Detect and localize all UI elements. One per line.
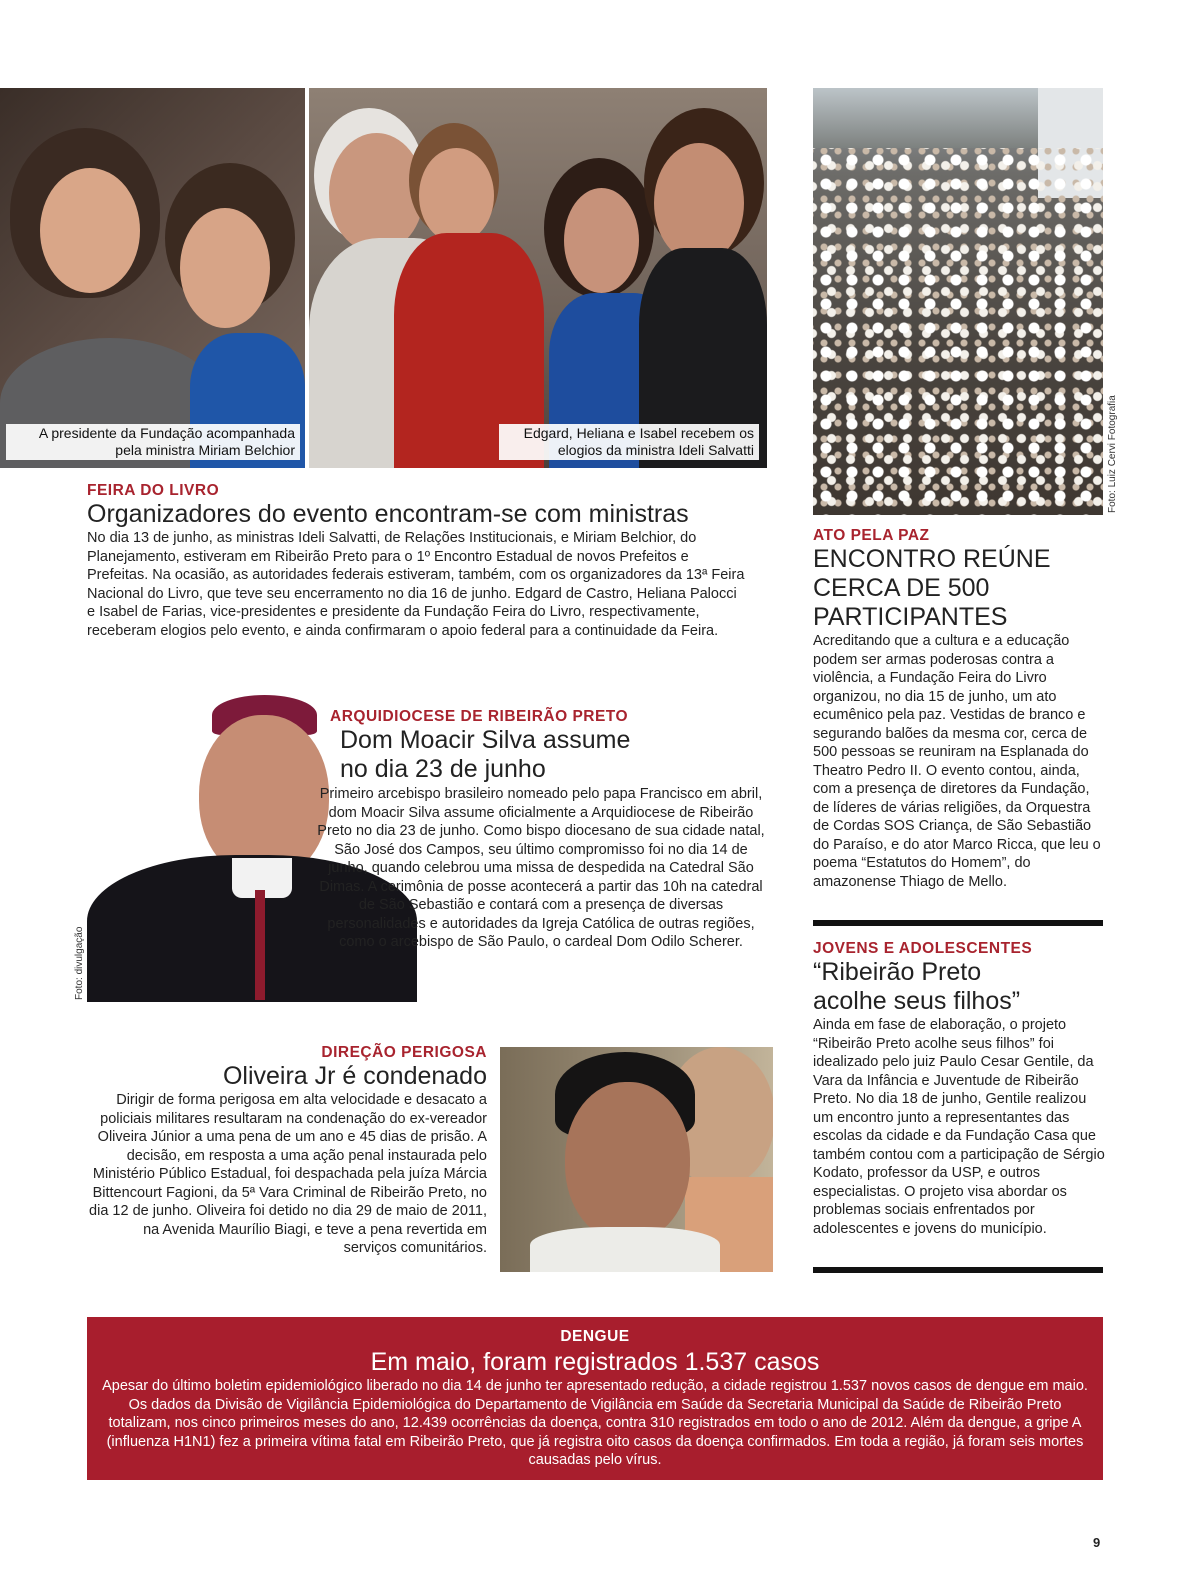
article-headline: ENCONTRO REÚNE CERCA DE 500 PARTICIPANTES bbox=[813, 545, 1051, 631]
article-arquidiocese bbox=[330, 708, 770, 784]
photo-credit: Foto: divulgação bbox=[74, 926, 85, 1000]
article-feira bbox=[87, 482, 767, 640]
article-headline: Organizadores do evento encontram-se com ministras bbox=[87, 500, 689, 528]
article-body: Primeiro arcebispo brasileiro nomeado pelo papa Francisco em abril, dom Moacir Silva assume oficialmente a Arquidiocese de Ribeirão Preto no dia 23 de junho. Como bispo diocesano de sua cidade natal, São José dos Campos, seu último compromisso foi no dia 14 de junho, quando celebrou uma missa de despedida na Catedral São Dimas. A cerimônia de posse acontecerá a partir das 10h na catedral de São Sebastião e contará com a presença de diversas personalidades e autoridades da Igreja Católica de outras regiões, como o arcebispo de São Paulo, o cardeal Dom Odilo Scherer. bbox=[317, 786, 765, 950]
article-body: Dirigir de forma perigosa em alta velocidade e desacato a policiais militares resultaram na condenação do ex-vereador Oliveira Júnior a uma pena de um ano e 45 dias de prisão. A decisão, em resposta a uma ação penal instaurada pelo Ministério Público Estadual, foi despachada pela juíza Márcia Bittencourt Fagioni, da 5ª Vara Criminal de Ribeirão Preto, no dia 12 de junho. Oliveira foi detido no dia 29 de maio de 2011, na Avenida Maurílio Biagi, e teve a pena revertida em serviços comunitários. bbox=[89, 1092, 487, 1256]
article-kicker: ARQUIDIOCESE DE RIBEIRÃO PRETO bbox=[330, 708, 629, 725]
article-body: Acreditando que a cultura e a educação podem ser armas poderosas contra a violência, a Fundação Feira do Livro organizou, no dia 15 de junho, um ato ecumênico pela paz. Vestidas de branco e segurando balões da mesma cor, cerca de 500 pessoas se reuniram na Esplanada do Theatro Pedro II. O evento contou, ainda, com a presença de diretores da Fundação, de líderes de várias religiões, da Orquestra de Cordas SOS Criança, de São Sebastião do Paraíso, e do ator Marco Ricca, que leu o poema “Estatutos do Homem”, do amazonense Thiago de Mello. bbox=[813, 633, 1101, 890]
balloons-pattern bbox=[813, 148, 1103, 515]
page-number: 9 bbox=[1093, 1535, 1101, 1550]
dengue-banner bbox=[87, 1317, 1103, 1480]
article-body: No dia 13 de junho, as ministras Ideli Salvatti, de Relações Institucionais, e Miriam Belchior, do Planejamento, estiveram em Ribeirão Preto para o 1º Encontro Estadual de novos Prefeitos e Prefeitas. Na ocasião, as autoridades federais estiveram, também, com os organizadores da 13ª Feira Nacional do Livro, que teve seu encerramento no dia 16 de junho. Edgard de Castro, Heliana Palocci e Isabel de Farias, vice-presidentes e presidente da Fundação Feira do Livro, respectivamente, receberam elogios pelo evento, e ainda confirmaram o apoio federal para a continuidade da Feira. bbox=[87, 530, 745, 639]
article-ato bbox=[813, 527, 1105, 891]
article-jovens bbox=[813, 940, 1105, 1238]
article-headline: Dom Moacir Silva assume no dia 23 de junho bbox=[340, 726, 631, 783]
article-kicker: DIREÇÃO PERIGOSA bbox=[321, 1044, 487, 1061]
article-headline: Em maio, foram registrados 1.537 casos bbox=[370, 1348, 820, 1376]
photo-caption: A presidente da Fundação acompanhada pela ministra Miriam Belchior bbox=[6, 424, 300, 460]
section-divider bbox=[813, 920, 1103, 926]
article-body: Ainda em fase de elaboração, o projeto “Ribeirão Preto acolhe seus filhos” foi idealizado pelo juiz Paulo Cesar Gentile, da Vara da Infância e Juventude de Ribeirão Preto. No dia 18 de junho, Gentile realizou um encontro junto a representantes das escolas da cidade e da Fundação Casa que também contou com a participação de Sérgio Kodato, professor da USP, e outros especialistas. O projeto visa abordar os problemas sociais enfrentados por adolescentes e jovens do município. bbox=[813, 1017, 1105, 1237]
article-kicker: ATO PELA PAZ bbox=[813, 527, 930, 544]
article-headline: “Ribeirão Preto acolhe seus filhos” bbox=[813, 958, 1021, 1015]
photo-credit: Foto: Luiz Cervi Fotografia bbox=[1107, 395, 1118, 513]
article-kicker: JOVENS E ADOLESCENTES bbox=[813, 940, 1033, 957]
photo-ministers-right bbox=[309, 88, 767, 468]
photo-ministers-left bbox=[0, 88, 305, 468]
article-kicker: FEIRA DO LIVRO bbox=[87, 482, 220, 499]
article-headline: Oliveira Jr é condenado bbox=[222, 1062, 487, 1090]
article-body: Apesar do último boletim epidemiológico liberado no dia 14 de junho ter apresentado redução, a cidade registrou 1.537 novos casos de dengue em maio. Os dados da Divisão de Vigilância Epidemiológica do Departamento de Vigilância em Saúde da Secretaria Municipal da Saúde de Ribeirão Preto totalizam, nos cinco primeiros meses do ano, 12.439 ocorrências da doença, contra 310 registrados em todo o ano de 2012. Além da dengue, a gripe A (influenza H1N1) fez a primeira vítima fatal em Ribeirão Preto, que já registra oito casos da doença confirmados. Em toda a região, já foram seis mortes causadas pelo vírus. bbox=[102, 1378, 1088, 1468]
photo-caption: Edgard, Heliana e Isabel recebem os elogios da ministra Ideli Salvatti bbox=[499, 424, 759, 460]
photo-oliveira bbox=[500, 1047, 773, 1272]
article-kicker: DENGUE bbox=[560, 1328, 630, 1345]
article-direcao bbox=[87, 1044, 487, 1258]
section-divider bbox=[813, 1267, 1103, 1273]
photo-crowd-balloons bbox=[813, 88, 1103, 515]
